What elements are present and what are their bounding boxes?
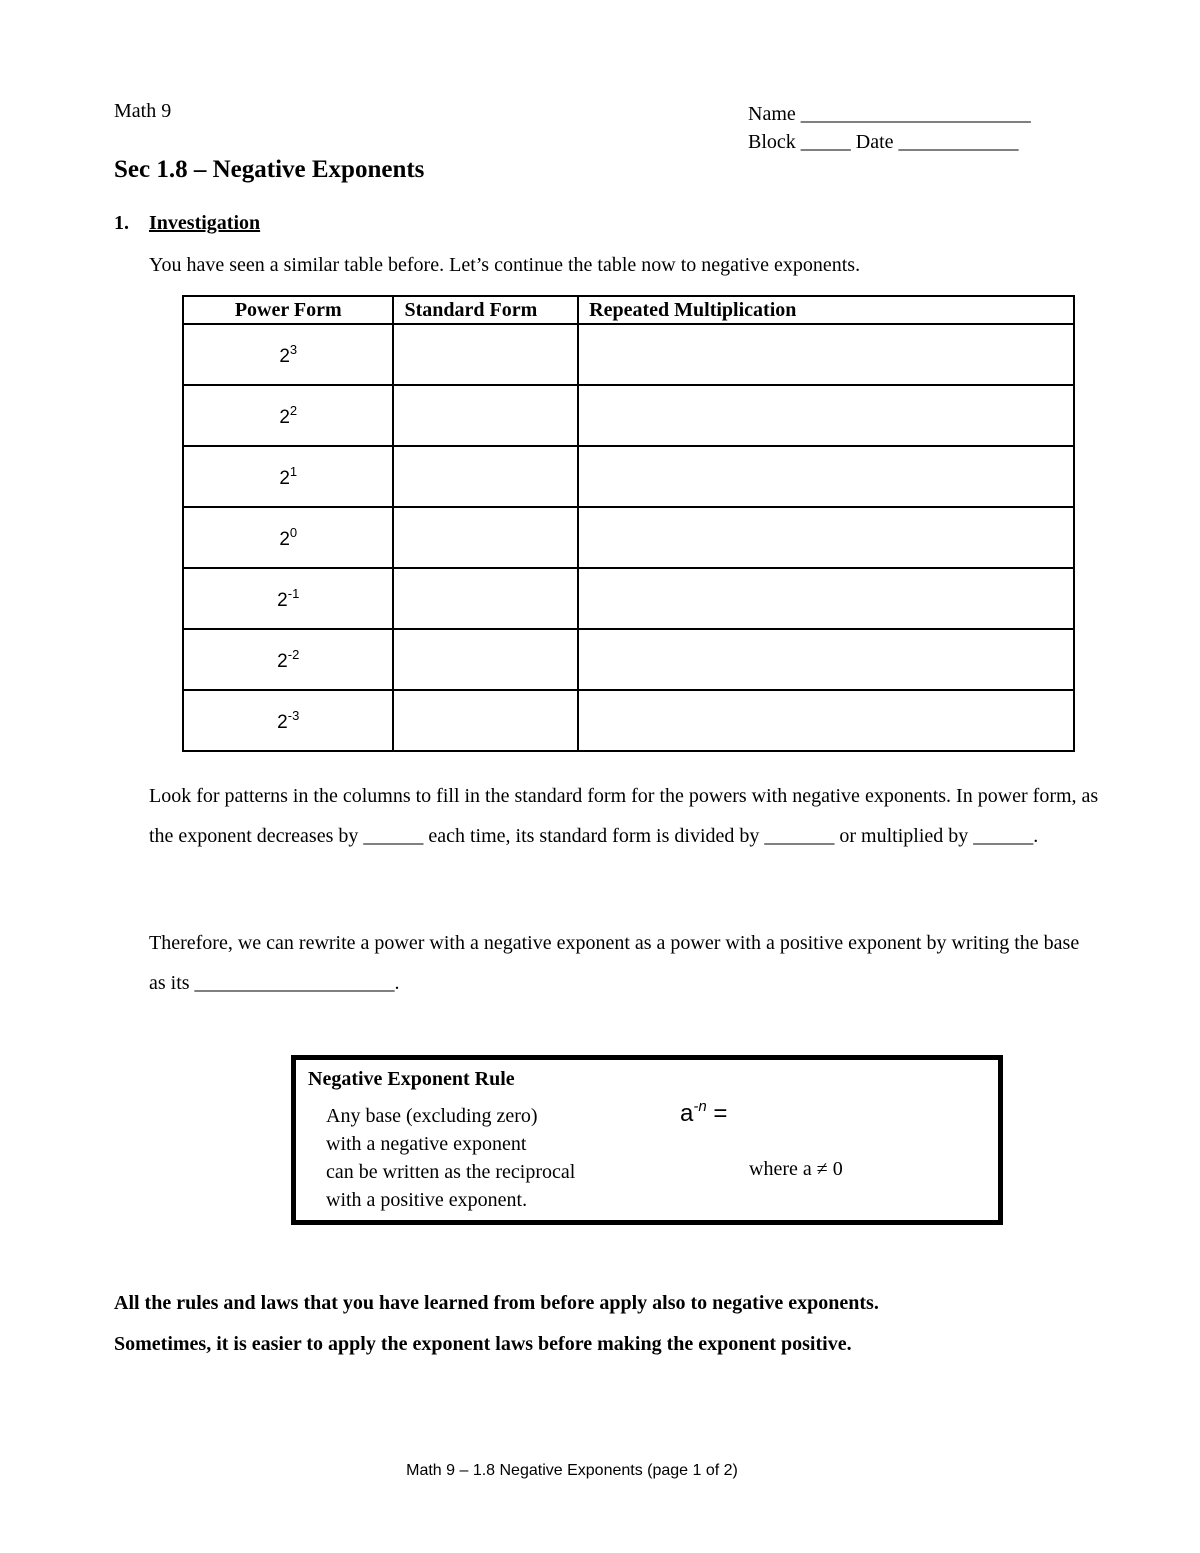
formula-exponent: -n [693, 1098, 707, 1115]
block-date-field[interactable]: Block _____ Date ____________ [748, 131, 1019, 153]
standard-form-cell[interactable] [393, 507, 578, 568]
rule-line: Any base (excluding zero) [326, 1105, 538, 1127]
power-base: 2 [279, 406, 290, 428]
repeated-multiplication-cell[interactable] [578, 690, 1074, 751]
power-base: 2 [277, 589, 288, 611]
standard-form-cell[interactable] [393, 324, 578, 385]
closing-note-1: All the rules and laws that you have learned from before apply also to negative exponents. [114, 1292, 879, 1314]
rule-line: with a negative exponent [326, 1133, 527, 1155]
name-field[interactable]: Name _______________________ [748, 103, 1031, 125]
power-base: 2 [279, 528, 290, 550]
page-footer: Math 9 – 1.8 Negative Exponents (page 1 of 2) [406, 1462, 738, 1479]
section-number: 1. [114, 212, 129, 234]
power-base: 2 [277, 650, 288, 672]
course-label: Math 9 [114, 100, 172, 122]
repeated-multiplication-cell[interactable] [578, 629, 1074, 690]
power-form-cell [183, 507, 393, 568]
formula-base: a [680, 1100, 694, 1127]
header-standard-form: Standard Form [393, 296, 578, 324]
table-row [183, 324, 1074, 385]
power-base: 2 [279, 345, 290, 367]
investigation-table [182, 295, 1075, 752]
header-repeated-multiplication: Repeated Multiplication [578, 296, 1074, 324]
power-form-cell [183, 446, 393, 507]
table-row [183, 690, 1074, 751]
rule-title: Negative Exponent Rule [308, 1068, 515, 1090]
rule-line: can be written as the reciprocal [326, 1161, 576, 1183]
power-form-cell [183, 324, 393, 385]
power-exponent: 0 [289, 524, 298, 540]
rule-description [326, 1102, 575, 1214]
repeated-multiplication-cell[interactable] [578, 324, 1074, 385]
negative-exponent-rule-box [291, 1055, 1003, 1225]
table-header-row [183, 296, 1074, 324]
power-exponent: 1 [289, 463, 298, 479]
closing-note-2: Sometimes, it is easier to apply the exponent laws before making the exponent positive. [114, 1333, 852, 1355]
table-row [183, 385, 1074, 446]
standard-form-cell[interactable] [393, 568, 578, 629]
rule-formula [680, 1098, 727, 1128]
table-row [183, 629, 1074, 690]
header-power-form: Power Form [183, 296, 393, 324]
name-block-fields [748, 100, 1031, 156]
repeated-multiplication-cell[interactable] [578, 385, 1074, 446]
table-row [183, 446, 1074, 507]
repeated-multiplication-cell[interactable] [578, 568, 1074, 629]
power-exponent: 3 [289, 341, 298, 357]
power-exponent: -3 [287, 707, 300, 723]
power-form-cell [183, 568, 393, 629]
power-form-cell [183, 629, 393, 690]
pattern-paragraph: Look for patterns in the columns to fill in the standard form for the powers with negative exponents. In power form, as the exponent decreases by ______ each time, its standard form is divided by _______ or multiplied by ______. [149, 785, 1099, 847]
rule-condition: where a ≠ 0 [749, 1158, 843, 1180]
standard-form-cell[interactable] [393, 385, 578, 446]
formula-equals: = [706, 1100, 728, 1127]
power-exponent: -2 [287, 646, 300, 662]
rule-line: with a positive exponent. [326, 1189, 528, 1211]
power-exponent: -1 [287, 585, 300, 601]
power-form-cell [183, 690, 393, 751]
table-row [183, 507, 1074, 568]
page-title: Sec 1.8 – Negative Exponents [114, 156, 425, 183]
power-exponent: 2 [289, 402, 298, 418]
section-intro: You have seen a similar table before. Let’s continue the table now to negative exponents. [149, 254, 861, 276]
section-label: Investigation [149, 212, 261, 234]
reciprocal-paragraph: Therefore, we can rewrite a power with a negative exponent as a power with a positive exponent by writing the base as its ____________________. [149, 932, 1080, 994]
power-base: 2 [279, 467, 290, 489]
standard-form-cell[interactable] [393, 446, 578, 507]
repeated-multiplication-cell[interactable] [578, 446, 1074, 507]
power-form-cell [183, 385, 393, 446]
standard-form-cell[interactable] [393, 690, 578, 751]
table-row [183, 568, 1074, 629]
repeated-multiplication-cell[interactable] [578, 507, 1074, 568]
standard-form-cell[interactable] [393, 629, 578, 690]
power-base: 2 [277, 711, 288, 733]
